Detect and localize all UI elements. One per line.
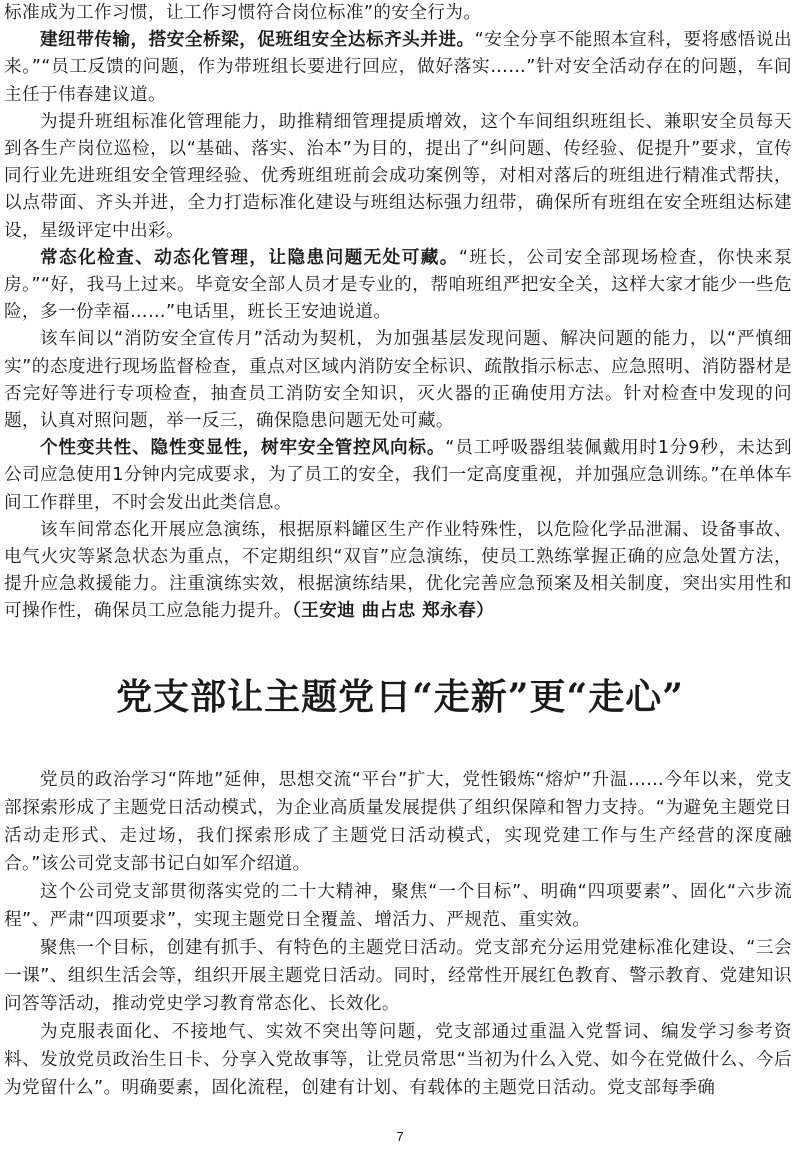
paragraph: 聚焦一个目标，创建有抓手、有特色的主题党日活动。党支部充分运用党建标准化建设、“三会一课”、组织生活会等，组织开展主题党日活动。同时，经常性开展红色教育、警示教育、党建知识问答等活动，推动党史学习教育常态化、长效化。: [4, 938, 792, 1014]
previous-article-continuation: [4, 0, 792, 626]
author-byline: （王安迪 曲占忠 郑永春）: [291, 601, 495, 622]
paragraph: 这个公司党支部贯彻落实党的二十大精神，聚焦“一个目标”、明确“四项要素”、固化“六步流程”、严肃“四项要求”，实现主题党日全覆盖、增活力、严规范、重实效。: [4, 882, 792, 930]
paragraph: 为克服表面化、不接地气、实效不突出等问题，党支部通过重温入党誓词、编发学习参考资料、发放党员政治生日卡、分享入党故事等，让党员常思“当初为什么入党、如今在党做什么、今后为党留什么”。明确要素，固化流程，创建有计划、有载体的主题党日活动。党支部每季确: [4, 1022, 792, 1098]
paragraph-lead-heading: 常态化检查、动态化管理，让隐患问题无处可藏。: [40, 247, 459, 268]
paragraph: [4, 435, 792, 517]
page-number: 7: [396, 1129, 404, 1144]
article-title: 党支部让主题党日“走新”更“走心”: [116, 676, 684, 718]
paragraph: 为提升班组标准化管理能力，助推精细管理提质增效，这个车间组织班组长、兼职安全员每天到各生产岗位巡检，以“基础、落实、治本”为目的，提出了“纠问题、传经验、促提升”要求，宣传同行业先进班组安全管理经验、优秀班组班前会成功案例等，对相对落后的班组进行精准式帮扶，以点带面、齐头并进，全力打造标准化建设与班组达标强力纽带，确保所有班组在安全班组达标建设，星级评定中出彩。: [4, 111, 792, 241]
paragraph-lead-heading: 建纽带传输，搭安全桥梁，促班组安全达标齐头并进。: [40, 30, 475, 51]
paragraph-body: 该车间常态化开展应急演练，根据原料罐区生产作业特殊性，以危险化学品泄漏、设备事故、电气火灾等紧急状态为重点，不定期组织“双盲”应急演练，使员工熟练掌握正确的应急处置方法，提升应急救援能力。注重演练实效，根据演练结果，优化完善应急预案及相关制度，突出实用性和可操作性，确保员工应急能力提升。: [4, 519, 792, 622]
paragraph-lead-heading: 个性变共性、隐性变显性，树牢安全管控风向标。: [40, 438, 446, 459]
paragraph-body: “安全分享不能照本宣科，要将感悟说出来。”“员工反馈的问题，作为带班组长要进行回应，做好落实……”针对安全活动存在的问题，车间主任于伟春建议道。: [4, 30, 792, 105]
paragraph: [4, 245, 792, 327]
paragraph: 党员的政治学习“阵地”延伸，思想交流“平台”扩大，党性锻炼“熔炉”升温……今年以来，党支部探索形成了主题党日活动模式，为企业高质量发展提供了组织保障和智力支持。“为避免主题党日活动走形式、走过场，我们探索形成了主题党日活动模式，实现党建工作与生产经营的深度融合。”该公司党支部书记白如军介绍道。: [4, 770, 792, 874]
paragraph-body: “班长，公司安全部现场检查，你快来泵房。”“好，我马上过来。毕竟安全部人员才是专业的，帮咱班组严把安全关，这样大家才能少一些危险，多一份幸福……”电话里，班长王安迪说道。: [4, 247, 792, 323]
paragraph: [4, 517, 792, 626]
paragraph: 标准成为工作习惯，让工作习惯符合岗位标准”的安全行为。: [4, 3, 482, 23]
paragraph: [4, 27, 792, 109]
article-body: [4, 766, 792, 1102]
paragraph-body: “员工呼吸器组装佩戴用时1分9秒，未达到公司应急使用1分钟内完成要求，为了员工的安全，我们一定高度重视，并加强应急训练。”在单体车间工作群里，不时会发出此类信息。: [4, 438, 792, 513]
paragraph: 该车间以“消防安全宣传月”活动为契机，为加强基层发现问题、解决问题的能力，以“严慎细实”的态度进行现场监督检查，重点对区域内消防安全标识、疏散指示标志、应急照明、消防器材是否完好等进行专项检查，抽查员工消防安全知识，灭火器的正确使用方法。针对检查中发现的问题，认真对照问题，举一反三，确保隐患问题无处可藏。: [4, 329, 792, 432]
